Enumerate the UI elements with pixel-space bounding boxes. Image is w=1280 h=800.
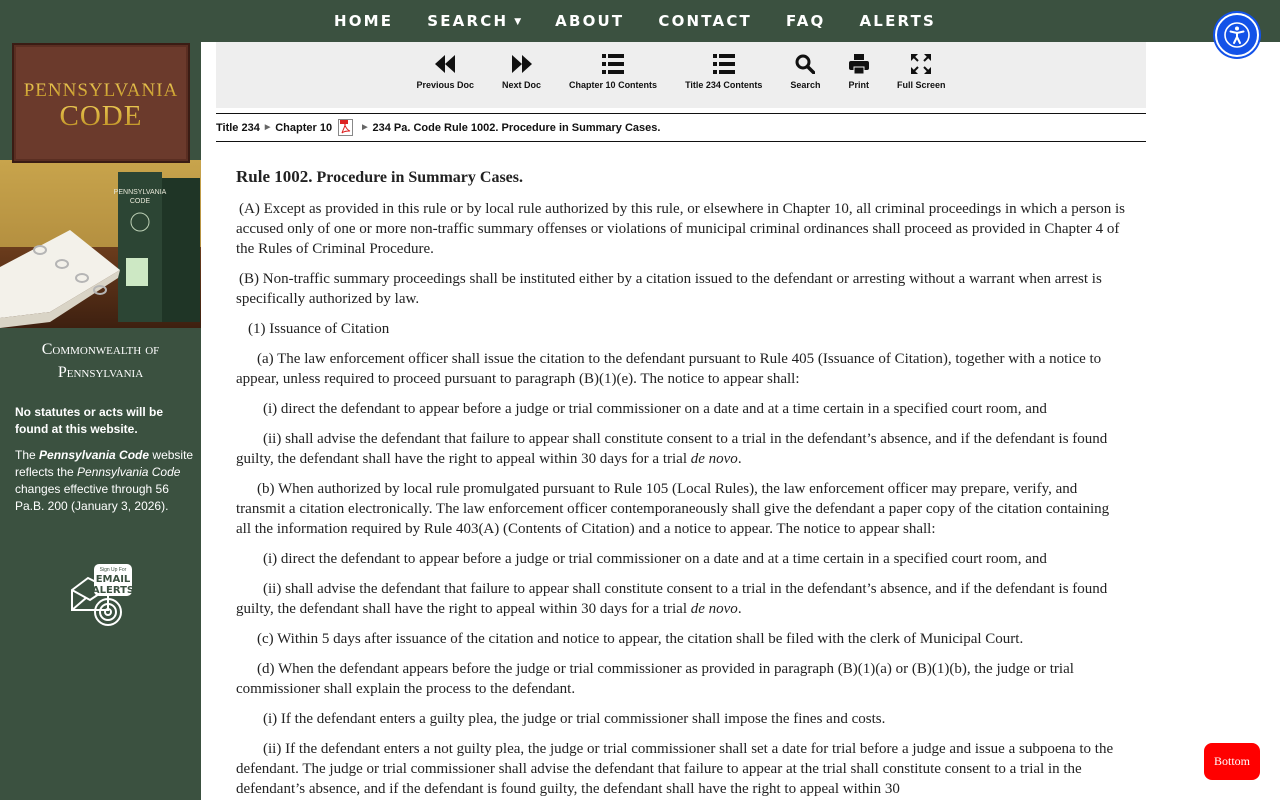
caret-down-icon: ▼ (514, 17, 522, 27)
paragraph-B1: (1) Issuance of Citation (248, 321, 390, 337)
paragraph-B1b-ii (236, 579, 1126, 619)
svg-text:ALERTS: ALERTS (91, 585, 134, 596)
info-text: website reflects the (15, 448, 194, 479)
svg-text:EMAIL: EMAIL (95, 574, 131, 585)
nav-home[interactable] (317, 3, 410, 39)
breadcrumb-chapter[interactable]: Chapter 10 (275, 121, 333, 134)
paragraph-B1d-i: (i) If the defendant enters a guilty plea, the judge or trial commissioner shall impose the fines and costs. (263, 711, 886, 727)
nav-search[interactable] (410, 3, 538, 39)
full-screen-label: Full Screen (896, 80, 946, 90)
document-content (236, 166, 1126, 800)
full-screen-button[interactable] (897, 52, 946, 90)
paragraph-text: (ii) shall advise the defendant that failure to appear shall constitute consent to a trial in the defendant’s absence, and if the defendant is found guilty, the defendant shall have the right to appeal within 30 days for a trial (236, 431, 1108, 467)
nav-search-label: SEARCH (427, 12, 509, 30)
accessibility-button[interactable] (1215, 13, 1259, 57)
previous-doc-icon (435, 52, 455, 76)
search-icon (795, 52, 815, 76)
rule-heading (236, 166, 1126, 189)
info-text: The (15, 448, 40, 462)
next-doc-icon (512, 52, 532, 76)
commonwealth-heading (0, 338, 201, 384)
print-label: Print (848, 80, 869, 90)
rule-number: Rule 1002. (236, 167, 313, 186)
no-statutes-note: No statutes or acts will be found at this website. (15, 405, 164, 436)
document-toolbar (216, 42, 1146, 108)
nav-about[interactable] (538, 3, 641, 39)
svg-text:PENNSYLVANIA: PENNSYLVANIA (23, 80, 179, 101)
email-alerts-icon (68, 562, 134, 630)
title-contents-button[interactable] (685, 52, 762, 90)
nav-alerts-label: ALERTS (859, 12, 937, 30)
chapter-contents-label: Chapter 10 Contents (569, 80, 658, 90)
paragraph-B1b: (b) When authorized by local rule promulgated pursuant to Rule 105 (Local Rules), the law enforcement officer may prepare, verify, and transmit a citation electronically. The law enforcement officer contemporaneously shall give the defendant a paper copy of the citation containing all the information required by Rule 403(A) (Contents of Citation) and a notice to appear. The notice to appear shall: (236, 481, 1110, 537)
svg-text:CODE: CODE (129, 198, 151, 205)
nav-faq-label: FAQ (786, 12, 826, 30)
scroll-to-bottom-button[interactable]: Bottom (1204, 743, 1260, 780)
nav-alerts[interactable] (843, 3, 954, 39)
list-icon (713, 52, 735, 76)
search-button[interactable] (790, 52, 820, 90)
next-doc-label: Next Doc (502, 80, 542, 90)
paragraph-text: . (737, 601, 742, 617)
breadcrumb-separator-icon: ▶ (362, 123, 368, 131)
nav-home-label: HOME (333, 12, 394, 30)
sidebar (0, 42, 201, 800)
breadcrumb-separator-icon: ▶ (264, 123, 271, 131)
pdf-icon[interactable] (338, 119, 353, 136)
svg-text:PENNSYLVANIA: PENNSYLVANIA (113, 189, 167, 196)
info-code-name: Pennsylvania Code (77, 465, 181, 479)
paragraph-B1d-ii: (ii) If the defendant enters a not guilty plea, the judge or trial commissioner shall set a date for trial before a judge and issue a subpoena to the defendant. The judge or trial commissioner shall advise the defendant that failure to appear at the trial shall constitute consent to a trial in the defendant’s absence, and if the defendant is found guilty, the defendant shall have the right to appeal within 30 (236, 741, 1114, 797)
paragraph-text: . (737, 451, 742, 467)
svg-text:CODE: CODE (59, 100, 143, 132)
commonwealth-line1: Commonwealth of (41, 341, 160, 358)
nav-about-label: ABOUT (555, 12, 625, 30)
email-alerts-signup[interactable] (68, 562, 134, 630)
paragraph-italic: de novo (690, 601, 738, 617)
next-doc-button[interactable] (502, 52, 541, 90)
paragraph-B1a: (a) The law enforcement officer shall issue the citation to the defendant pursuant to Rule 405 (Issuance of Citation), together with a notice to appear, unless required to proceed pursuant to paragraph (B)(1)(e). The notice to appear shall: (236, 351, 1102, 387)
info-text: changes effective through 56 Pa.B. 200 (January 3, 2026). (15, 482, 169, 513)
paragraph-A: (A) Except as provided in this rule or by local rule authorized by this rule, or elsewhere in Chapter 10, all criminal proceedings in which a person is accused only of one or more non-traffic summary offenses or violations of municipal criminal ordinances shall proceed as provided in Chapter 4 of the Rules of Criminal Procedure. (236, 201, 1125, 257)
print-button[interactable] (848, 52, 869, 90)
chapter-contents-button[interactable] (569, 52, 657, 90)
search-label: Search (790, 80, 821, 90)
list-icon (602, 52, 624, 76)
title-contents-label: Title 234 Contents (685, 80, 763, 90)
breadcrumb (216, 113, 1146, 142)
rule-title: Procedure in Summary Cases. (316, 169, 524, 186)
paragraph-B1b-i: (i) direct the defendant to appear before a judge or trial commissioner on a date and at a time certain in a specified court room, and (263, 551, 1047, 567)
previous-doc-label: Previous Doc (416, 80, 475, 90)
print-icon (849, 52, 869, 76)
paragraph-text: (ii) shall advise the defendant that failure to appear shall constitute consent to a trial in the defendant’s absence, and if the defendant is found guilty, the defendant shall have the right to appeal within 30 days for a trial (236, 581, 1108, 617)
nav-contact[interactable] (641, 3, 769, 39)
breadcrumb-title[interactable]: Title 234 (216, 121, 260, 134)
top-navigation (0, 0, 1280, 42)
site-currency-info (15, 447, 195, 515)
breadcrumb-current: 234 Pa. Code Rule 1002. Procedure in Summary Cases. (372, 121, 661, 134)
paragraph-B: (B) Non-traffic summary proceedings shall be instituted either by a citation issued to the defendant or arresting without a warrant when arrest is specifically authorized by law. (236, 271, 1102, 307)
paragraph-italic: de novo (690, 451, 738, 467)
paragraph-B1a-ii (236, 429, 1126, 469)
accessibility-icon (1224, 22, 1250, 48)
previous-doc-button[interactable] (417, 52, 475, 90)
info-code-name: Pennsylvania Code (39, 448, 150, 462)
paragraph-B1c: (c) Within 5 days after issuance of the citation and notice to appear, the citation shall be filed with the clerk of Municipal Court. (257, 631, 1024, 647)
paragraph-B1d: (d) When the defendant appears before the judge or trial commissioner as provided in paragraph (B)(1)(a) or (B)(1)(b), the judge or trial commissioner shall explain the process to the defendant. (236, 661, 1074, 697)
commonwealth-line2: Pennsylvania (57, 364, 144, 381)
svg-text:Sign Up For: Sign Up For (99, 567, 127, 573)
fullscreen-icon (911, 52, 931, 76)
paragraph-B1a-i: (i) direct the defendant to appear before a judge or trial commissioner on a date and at a time certain in a specified court room, and (263, 401, 1047, 417)
pennsylvania-code-banner (0, 42, 201, 328)
nav-faq[interactable] (769, 3, 843, 39)
nav-contact-label: CONTACT (658, 12, 752, 30)
